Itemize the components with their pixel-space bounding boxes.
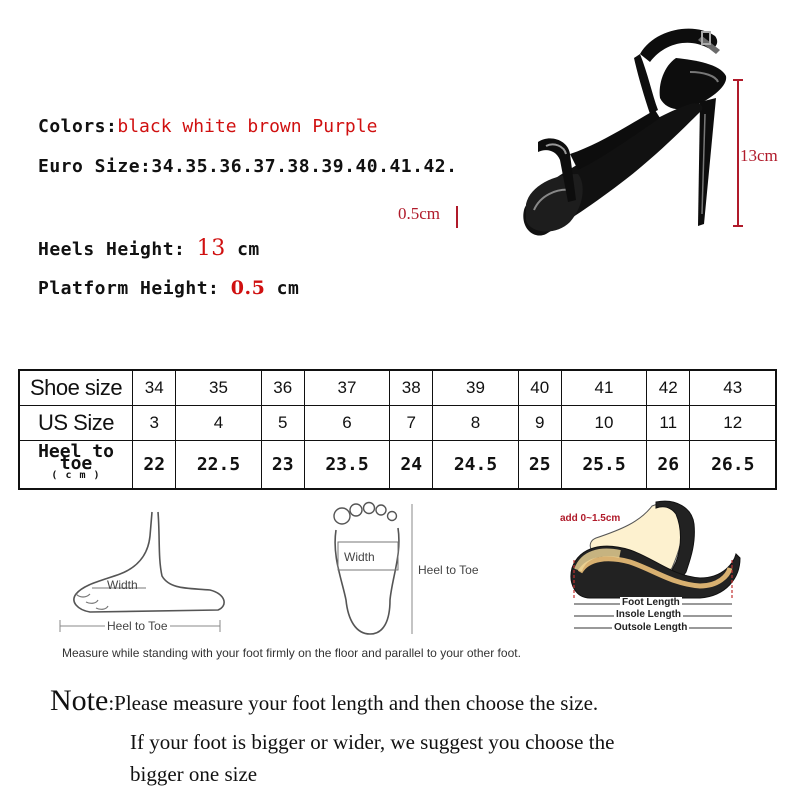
us-size-cell: 4 [176, 406, 261, 441]
heel-to-toe-cell: 23.5 [304, 440, 389, 489]
note-block [50, 684, 598, 718]
add-allowance-label: add 0~1.5cm [560, 513, 621, 524]
euro-size-spec [38, 156, 457, 177]
shoe-size-cell: 35 [176, 370, 261, 406]
us-size-cell: 5 [261, 406, 304, 441]
note-colon: : [108, 691, 115, 715]
us-size-cell: 10 [561, 406, 646, 441]
foot-length-label: Foot Length [622, 597, 680, 608]
shoe-size-cell: 34 [133, 370, 176, 406]
heel-to-toe-unit: ( c m ) [51, 470, 101, 482]
shoe-size-cell: 40 [518, 370, 561, 406]
heel-to-toe-row [19, 440, 776, 489]
heels-height-value: 13 [196, 236, 226, 261]
platform-height-unit: cm [276, 278, 300, 299]
shoe-size-cell: 38 [390, 370, 433, 406]
shoe-size-cell: 41 [561, 370, 646, 406]
note-line-2: If your foot is bigger or wider, we suggest you choose the [130, 730, 615, 754]
us-size-cell: 3 [133, 406, 176, 441]
sandal-product-image [490, 14, 770, 254]
size-chart-table [18, 369, 777, 490]
shoe-size-row [19, 370, 776, 406]
heel-to-toe-cell: 24 [390, 440, 433, 489]
heel-to-toe-cell: 24.5 [433, 440, 518, 489]
insole-length-label: Insole Length [616, 609, 681, 620]
shoe-size-cell: 36 [261, 370, 304, 406]
side-heel-to-toe-label: Heel to Toe [107, 619, 168, 633]
colors-spec [38, 116, 377, 137]
heel-dimension-label: 13cm [740, 146, 778, 165]
note-line-3: bigger one size [130, 762, 258, 786]
measure-caption: Measure while standing with your foot firmly on the floor and parallel to your other foot. [62, 646, 521, 660]
side-width-label: Width [107, 578, 138, 592]
top-width-label: Width [344, 550, 375, 564]
heel-to-toe-cell: 22.5 [176, 440, 261, 489]
heel-to-toe-cell: 26.5 [690, 440, 776, 489]
us-size-cell: 9 [518, 406, 561, 441]
heels-height-spec [38, 236, 260, 261]
shoe-size-cell: 43 [690, 370, 776, 406]
platform-height-value: 0.5 [230, 277, 266, 299]
heel-to-toe-cell: 26 [647, 440, 690, 489]
heel-to-toe-header [19, 440, 133, 489]
shoe-size-header: Shoe size [19, 370, 133, 406]
us-size-cell: 8 [433, 406, 518, 441]
platform-height-spec [38, 277, 299, 299]
us-size-header: US Size [19, 406, 133, 441]
shoe-size-cell: 37 [304, 370, 389, 406]
heel-to-toe-cell: 23 [261, 440, 304, 489]
us-size-row [19, 406, 776, 441]
us-size-cell: 12 [690, 406, 776, 441]
heels-height-unit: cm [237, 239, 260, 260]
platform-dimension-bracket [456, 206, 458, 228]
us-size-cell: 6 [304, 406, 389, 441]
note-title: Note [50, 684, 109, 717]
heels-height-label: Heels Height: [38, 239, 186, 260]
shoe-size-cell: 39 [433, 370, 518, 406]
heel-to-toe-cell: 25 [518, 440, 561, 489]
outsole-length-label: Outsole Length [614, 622, 688, 633]
note-line-1: Please measure your foot length and then choose the size. [114, 691, 599, 715]
heel-to-toe-header-label: Heel to toe [38, 441, 114, 475]
colors-label: Colors: [38, 116, 118, 137]
shoe-size-cell: 42 [647, 370, 690, 406]
us-size-cell: 11 [647, 406, 690, 441]
euro-size-value: 34.35.36.37.38.39.40.41.42. [151, 156, 458, 177]
platform-dimension-label: 0.5cm [398, 204, 441, 223]
euro-size-label: Euro Size: [38, 156, 152, 177]
us-size-cell: 7 [390, 406, 433, 441]
platform-height-label: Platform Height: [38, 278, 220, 299]
top-heel-to-toe-label: Heel to Toe [418, 563, 479, 577]
heel-to-toe-cell: 22 [133, 440, 176, 489]
heel-to-toe-cell: 25.5 [561, 440, 646, 489]
colors-value: black white brown Purple [117, 116, 378, 137]
foot-top-view-diagram [320, 500, 430, 640]
